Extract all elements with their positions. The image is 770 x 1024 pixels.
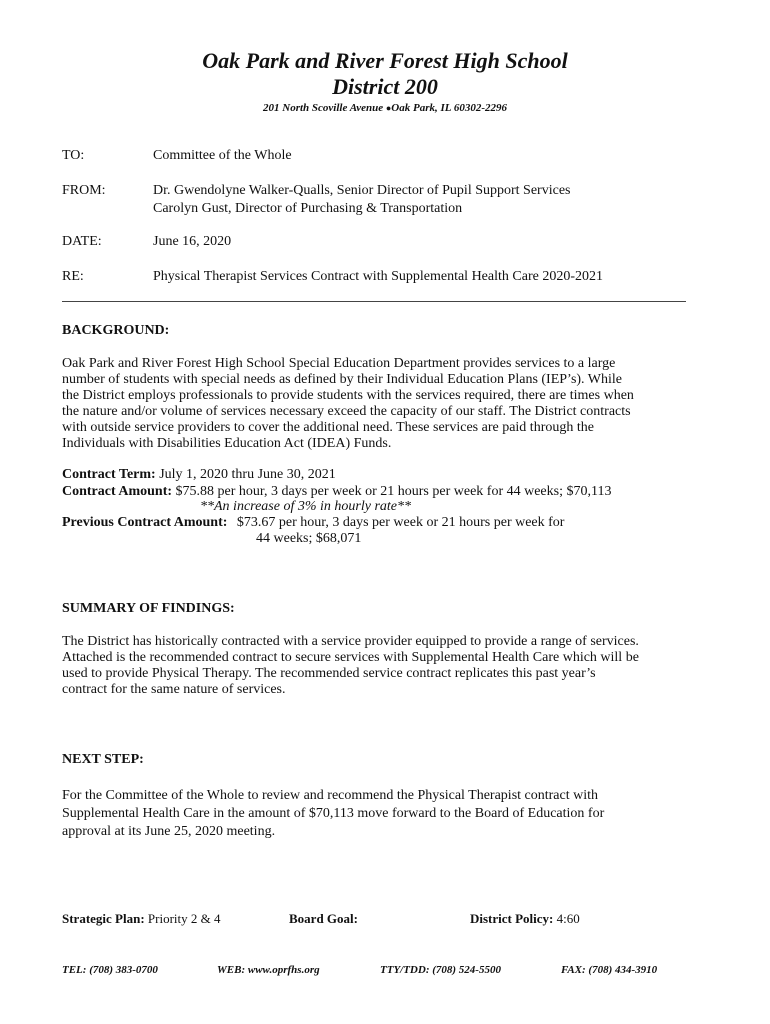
next-step-heading: NEXT STEP: — [62, 752, 144, 767]
footer-web: WEB: www.oprfhs.org — [217, 964, 320, 976]
next-step-paragraph — [62, 787, 702, 841]
background-line: Oak Park and River Forest High School Special Education Department provides services to a large — [62, 356, 616, 371]
strategic-plan-value: Priority 2 & 4 — [147, 911, 221, 926]
address-city: Oak Park, IL 60302-2296 — [391, 102, 507, 114]
from-line-1: Dr. Gwendolyne Walker-Qualls, Senior Director of Pupil Support Services — [153, 183, 571, 198]
date-value: June 16, 2020 — [153, 234, 232, 249]
next-step-line: approval at its June 25, 2020 meeting. — [62, 824, 276, 839]
background-line: number of students with special needs as defined by their Individual Education Plans (IEP’s). While — [62, 372, 623, 387]
from-label: FROM: — [62, 183, 106, 198]
contract-term-label: Contract Term: — [62, 467, 156, 482]
contract-amount-value: $75.88 per hour, 3 days per week or 21 hours per week for 44 weeks; $70,113 — [175, 484, 612, 499]
to-value: Committee of the Whole — [153, 148, 292, 163]
district-policy — [470, 911, 580, 927]
re-value: Physical Therapist Services Contract with Supplemental Health Care 2020-2021 — [153, 269, 603, 284]
summary-line: contract for the same nature of services. — [62, 682, 286, 697]
summary-line: Attached is the recommended contract to secure services with Supplemental Health Care which will be — [62, 650, 639, 665]
contract-amount-row — [62, 484, 611, 500]
previous-contract-value: $73.67 per hour, 3 days per week or 21 hours per week for — [236, 515, 565, 530]
previous-contract-label: Previous Contract Amount: — [62, 515, 228, 530]
district-name: District 200 — [332, 74, 438, 99]
summary-paragraph — [62, 634, 702, 698]
bullet-icon: ● — [385, 103, 392, 113]
board-goal-label: Board Goal: — [289, 911, 358, 926]
summary-heading: SUMMARY OF FINDINGS: — [62, 601, 235, 616]
to-label: TO: — [62, 148, 85, 163]
school-name: Oak Park and River Forest High School — [202, 48, 568, 73]
background-line: with outside service providers to cover the additional need. These services are paid through the — [62, 420, 594, 435]
from-line-2: Carolyn Gust, Director of Purchasing & Transportation — [153, 201, 463, 216]
header-divider — [62, 301, 686, 302]
school-address — [0, 102, 770, 114]
strategic-plan-label: Strategic Plan: — [62, 911, 145, 926]
district-policy-label: District Policy: — [470, 911, 554, 926]
next-step-line: For the Committee of the Whole to review and recommend the Physical Therapist contract with — [62, 788, 599, 803]
contract-term-row — [62, 467, 336, 483]
address-street: 201 North Scoville Avenue — [263, 102, 384, 114]
district-policy-value: 4:60 — [556, 911, 580, 926]
contract-amount-label: Contract Amount: — [62, 484, 173, 499]
footer-fax: FAX: (708) 434-3910 — [561, 964, 658, 976]
background-heading: BACKGROUND: — [62, 323, 170, 338]
footer-tel: TEL: (708) 383-0700 — [62, 964, 158, 976]
background-line: the nature and/or volume of services necessary exceed the capacity of our staff. The District contracts — [62, 404, 631, 419]
strategic-plan — [62, 911, 221, 927]
increase-note: **An increase of 3% in hourly rate** — [200, 499, 412, 514]
re-label: RE: — [62, 269, 84, 284]
previous-contract-value-line-2: 44 weeks; $68,071 — [256, 531, 362, 546]
background-line: the District employs professionals to provide students with the services required, there are times when — [62, 388, 634, 403]
background-line: Individuals with Disabilities Education Act (IDEA) Funds. — [62, 436, 392, 451]
footer-tty: TTY/TDD: (708) 524-5500 — [380, 964, 501, 976]
next-step-line: Supplemental Health Care in the amount of $70,113 move forward to the Board of Education for — [62, 806, 605, 821]
date-label: DATE: — [62, 234, 102, 249]
summary-line: The District has historically contracted with a service provider equipped to provide a range of services. — [62, 634, 639, 649]
previous-contract-row — [62, 515, 564, 531]
summary-line: used to provide Physical Therapy. The recommended service contract replicates this past year’s — [62, 666, 596, 681]
background-paragraph — [62, 356, 702, 452]
contract-term-value: July 1, 2020 thru June 30, 2021 — [159, 467, 336, 482]
